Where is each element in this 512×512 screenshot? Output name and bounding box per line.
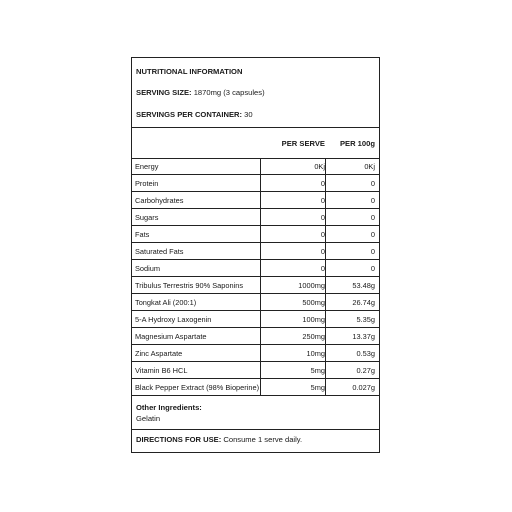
nutrient-name: Energy — [135, 162, 159, 171]
nutrient-name: Zinc Aspartate — [135, 349, 183, 358]
per-100g-value: 0 — [370, 264, 375, 273]
per-serve-value: 10mg — [306, 349, 325, 358]
nutrient-name: Protein — [135, 179, 159, 188]
nutrient-name: Magnesium Aspartate — [135, 332, 207, 341]
per-100g-value: 0.53g — [356, 349, 375, 358]
per-100g-value: 0 — [370, 213, 375, 222]
nutrient-name: 5-A Hydroxy Laxogenin — [135, 315, 212, 324]
nutrient-name: Tongkat Ali (200:1) — [135, 298, 197, 307]
per-100g-value: 0 — [370, 230, 375, 239]
table-row — [132, 226, 379, 243]
nutrient-name: Tribulus Terrestris 90% Saponins — [135, 281, 244, 290]
nutrient-name: Sugars — [135, 213, 159, 222]
directions-label: DIRECTIONS FOR USE: — [136, 435, 222, 444]
per-100g-value: 5.35g — [356, 315, 375, 324]
servings-label: SERVINGS PER CONTAINER: — [136, 110, 243, 119]
table-row — [132, 243, 379, 260]
serving-size-value: 1870mg (3 capsules) — [193, 88, 265, 97]
per-100g-value: 0.027g — [352, 383, 375, 392]
per-serve-value: 0 — [320, 230, 325, 239]
per-serve-value: 0 — [320, 213, 325, 222]
table-row — [132, 345, 379, 362]
row-divider — [132, 395, 379, 396]
per-serve-value: 5mg — [310, 383, 325, 392]
per-serve-value: 0 — [320, 196, 325, 205]
ingredients-value: Gelatin — [136, 414, 161, 423]
divider — [132, 429, 379, 430]
per-100g-value: 26.74g — [352, 298, 375, 307]
per-100g-value: 53.48g — [352, 281, 375, 290]
table-row — [132, 260, 379, 277]
table-row — [132, 311, 379, 328]
per-100g-value: 0 — [370, 179, 375, 188]
table-row — [132, 362, 379, 379]
per-100g-value: 0 — [370, 247, 375, 256]
per-serve-value: 250mg — [302, 332, 325, 341]
table-row — [132, 175, 379, 192]
table-row — [132, 209, 379, 226]
per-100g-value: 13.37g — [352, 332, 375, 341]
table-row — [132, 294, 379, 311]
divider — [132, 127, 379, 128]
col-per-100g-header: PER 100g — [339, 139, 375, 148]
directions-value: Consume 1 serve daily. — [223, 435, 303, 444]
table-row — [132, 328, 379, 345]
per-serve-value: 0 — [320, 264, 325, 273]
nutrient-name: Saturated Fats — [135, 247, 184, 256]
serving-size — [136, 89, 265, 97]
per-100g-value: 0 — [370, 196, 375, 205]
per-serve-value: 100mg — [302, 315, 325, 324]
per-100g-value: 0.27g — [356, 366, 375, 375]
panel-title: NUTRITIONAL INFORMATION — [136, 67, 243, 76]
serving-size-label: SERVING SIZE: — [136, 88, 192, 97]
servings-value: 30 — [244, 110, 253, 119]
table-row — [132, 379, 379, 396]
nutrition-panel — [131, 57, 380, 453]
table-row — [132, 192, 379, 209]
servings-per-container — [136, 111, 253, 119]
col-per-serve-header: PER SERVE — [281, 139, 325, 148]
nutrient-name: Fats — [135, 230, 150, 239]
nutrition-table — [132, 158, 379, 396]
nutrient-name: Vitamin B6 HCL — [135, 366, 188, 375]
per-serve-value: 5mg — [310, 366, 325, 375]
per-serve-value: 500mg — [302, 298, 325, 307]
per-serve-value: 0 — [320, 247, 325, 256]
table-row — [132, 277, 379, 294]
nutrient-name: Sodium — [135, 264, 161, 273]
table-row — [132, 158, 379, 175]
per-serve-value: 0Kj — [314, 162, 325, 171]
nutrient-name: Black Pepper Extract (98% Bioperine) — [135, 383, 260, 392]
nutrient-name: Carbohydrates — [135, 196, 184, 205]
per-serve-value: 0 — [320, 179, 325, 188]
per-100g-value: 0Kj — [364, 162, 375, 171]
ingredients-label: Other Ingredients: — [136, 403, 202, 412]
per-serve-value: 1000mg — [298, 281, 325, 290]
directions — [136, 436, 302, 444]
